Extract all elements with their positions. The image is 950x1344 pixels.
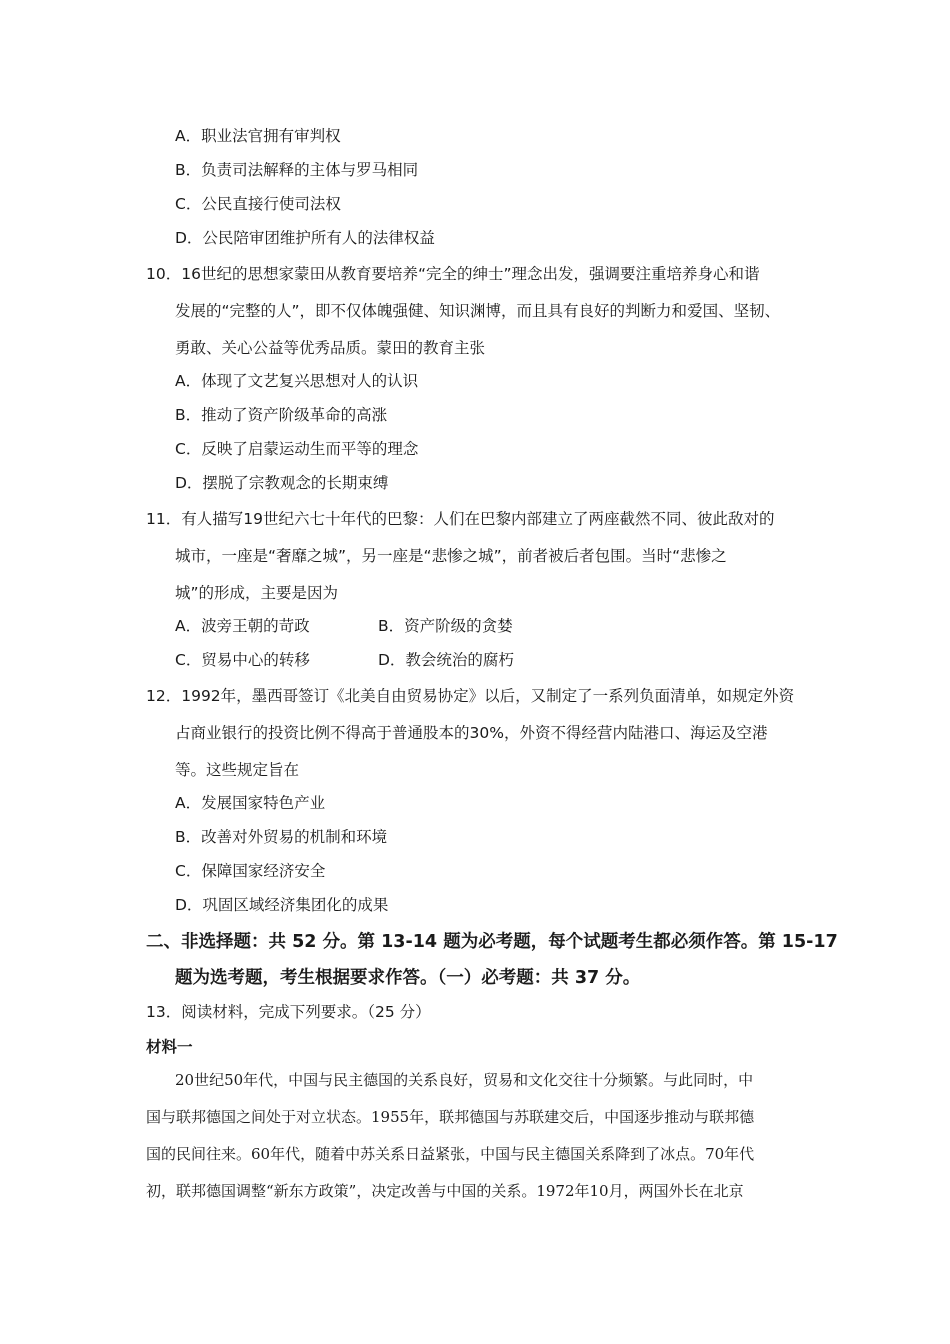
q12-option-b: B．改善对外贸易的机制和环境 bbox=[175, 828, 388, 846]
q12-option-d: D．巩固区域经济集团化的成果 bbox=[175, 896, 389, 914]
q11-stem-line-2: 城市，一座是“奢靡之城”，另一座是“悲惨之城”，前者被后者包围。当时“悲惨之 bbox=[175, 547, 727, 565]
material-1-line-3: 国的民间往来。60年代，随着中苏关系日益紧张，中国与民主德国关系降到了冰点。70年代 bbox=[146, 1145, 755, 1163]
q13-title: 13．阅读材料，完成下列要求。（25 分） bbox=[146, 1003, 431, 1021]
q11-stem-line-3: 城”的形成，主要是因为 bbox=[175, 584, 339, 602]
q11-option-d: D．教会统治的腐朽 bbox=[378, 651, 514, 669]
section2-heading-line-2: 题为选考题，考生根据要求作答。（一）必考题：共 37 分。 bbox=[175, 968, 641, 988]
q9-option-b: B．负责司法解释的主体与罗马相同 bbox=[175, 161, 419, 179]
q10-stem-line-2: 发展的“完整的人”，即不仅体魄强健、知识渊博，而且具有良好的判断力和爱国、坚韧、 bbox=[175, 302, 781, 320]
q10-stem-line-3: 勇敢、关心公益等优秀品质。蒙田的教育主张 bbox=[175, 339, 486, 357]
material-1-line-4: 初，联邦德国调整“新东方政策”，决定改善与中国的关系。1972年10月，两国外长在北京 bbox=[146, 1182, 744, 1200]
q12-stem-line-1: 12．1992年，墨西哥签订《北美自由贸易协定》以后，又制定了一系列负面清单，如规定外资 bbox=[146, 687, 795, 705]
q10-option-d: D．摆脱了宗教观念的长期束缚 bbox=[175, 474, 389, 492]
q9-option-c: C．公民直接行使司法权 bbox=[175, 195, 341, 213]
q9-option-d: D．公民陪审团维护所有人的法律权益 bbox=[175, 229, 435, 247]
q10-option-c: C．反映了启蒙运动生而平等的理念 bbox=[175, 440, 419, 458]
q12-stem-line-3: 等。这些规定旨在 bbox=[175, 761, 300, 779]
q11-stem-line-1: 11．有人描写19世纪六七十年代的巴黎：人们在巴黎内部建立了两座截然不同、彼此敌对的 bbox=[146, 510, 775, 528]
q10-option-b: B．推动了资产阶级革命的高涨 bbox=[175, 406, 388, 424]
section2-heading-line-1: 二、非选择题：共 52 分。第 13-14 题为必考题，每个试题考生都必须作答。第 15-17 bbox=[146, 932, 838, 952]
q12-option-c: C．保障国家经济安全 bbox=[175, 862, 326, 880]
q10-stem-line-1: 10．16世纪的思想家蒙田从教育要培养“完全的绅士”理念出发，强调要注重培养身心和谐 bbox=[146, 265, 760, 283]
material-1-label: 材料一 bbox=[146, 1038, 193, 1056]
q9-option-a: A．职业法官拥有审判权 bbox=[175, 127, 341, 145]
q11-option-a: A．波旁王朝的苛政 bbox=[175, 617, 310, 635]
material-1-line-1: 20世纪50年代，中国与民主德国的关系良好，贸易和文化交往十分频繁。与此同时，中 bbox=[175, 1071, 754, 1089]
q12-stem-line-2: 占商业银行的投资比例不得高于普通股本的30%，外资不得经营内陆港口、海运及空港 bbox=[175, 724, 768, 742]
q11-option-c: C．贸易中心的转移 bbox=[175, 651, 310, 669]
q11-option-b: B．资产阶级的贪婪 bbox=[378, 617, 513, 635]
q10-option-a: A．体现了文艺复兴思想对人的认识 bbox=[175, 372, 419, 390]
q12-option-a: A．发展国家特色产业 bbox=[175, 794, 326, 812]
material-1-line-2: 国与联邦德国之间处于对立状态。1955年，联邦德国与苏联建交后，中国逐步推动与联邦德 bbox=[146, 1108, 755, 1126]
